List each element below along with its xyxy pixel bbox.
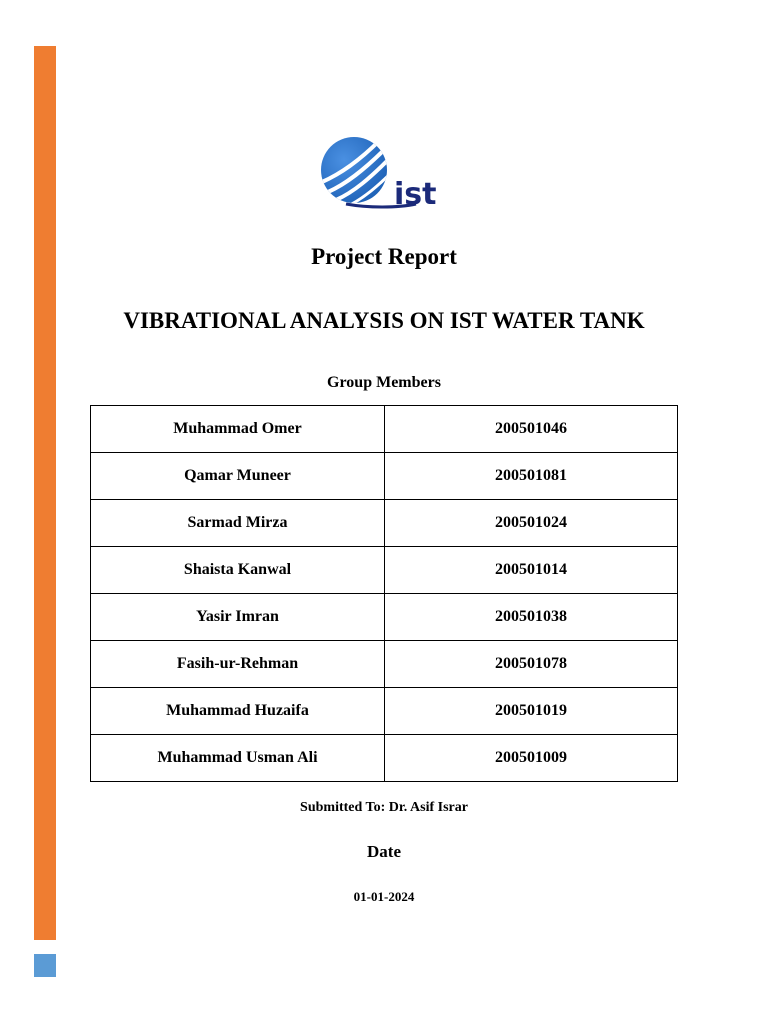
member-id: 200501038: [385, 594, 678, 641]
member-id: 200501046: [385, 406, 678, 453]
member-name: Muhammad Omer: [91, 406, 385, 453]
group-members-table: [90, 405, 678, 782]
table-row: [91, 406, 678, 453]
member-id: 200501014: [385, 547, 678, 594]
blue-corner-square: [34, 954, 56, 977]
report-label: Project Report: [311, 244, 457, 269]
ist-logo-icon: [318, 134, 448, 210]
member-id: 200501078: [385, 641, 678, 688]
report-title: VIBRATIONAL ANALYSIS ON IST WATER TANK: [123, 308, 645, 333]
date-value: 01-01-2024: [353, 889, 415, 904]
member-name: Fasih-ur-Rehman: [91, 641, 385, 688]
table-row: [91, 735, 678, 782]
member-name: Yasir Imran: [91, 594, 385, 641]
member-name: Muhammad Usman Ali: [91, 735, 385, 782]
ist-logo: [318, 134, 448, 210]
ist-logo-text: ist: [394, 177, 437, 210]
table-row: [91, 688, 678, 735]
table-row: [91, 594, 678, 641]
member-id: 200501009: [385, 735, 678, 782]
member-id: 200501024: [385, 500, 678, 547]
table-row: [91, 500, 678, 547]
member-name: Qamar Muneer: [91, 453, 385, 500]
table-row: [91, 453, 678, 500]
member-name: Sarmad Mirza: [91, 500, 385, 547]
table-row: [91, 641, 678, 688]
submitted-to: Submitted To: Dr. Asif Israr: [300, 800, 468, 815]
member-name: Shaista Kanwal: [91, 547, 385, 594]
group-members-heading: Group Members: [327, 374, 441, 391]
member-id: 200501019: [385, 688, 678, 735]
date-heading: Date: [367, 842, 401, 861]
table-row: [91, 547, 678, 594]
member-id: 200501081: [385, 453, 678, 500]
member-name: Muhammad Huzaifa: [91, 688, 385, 735]
